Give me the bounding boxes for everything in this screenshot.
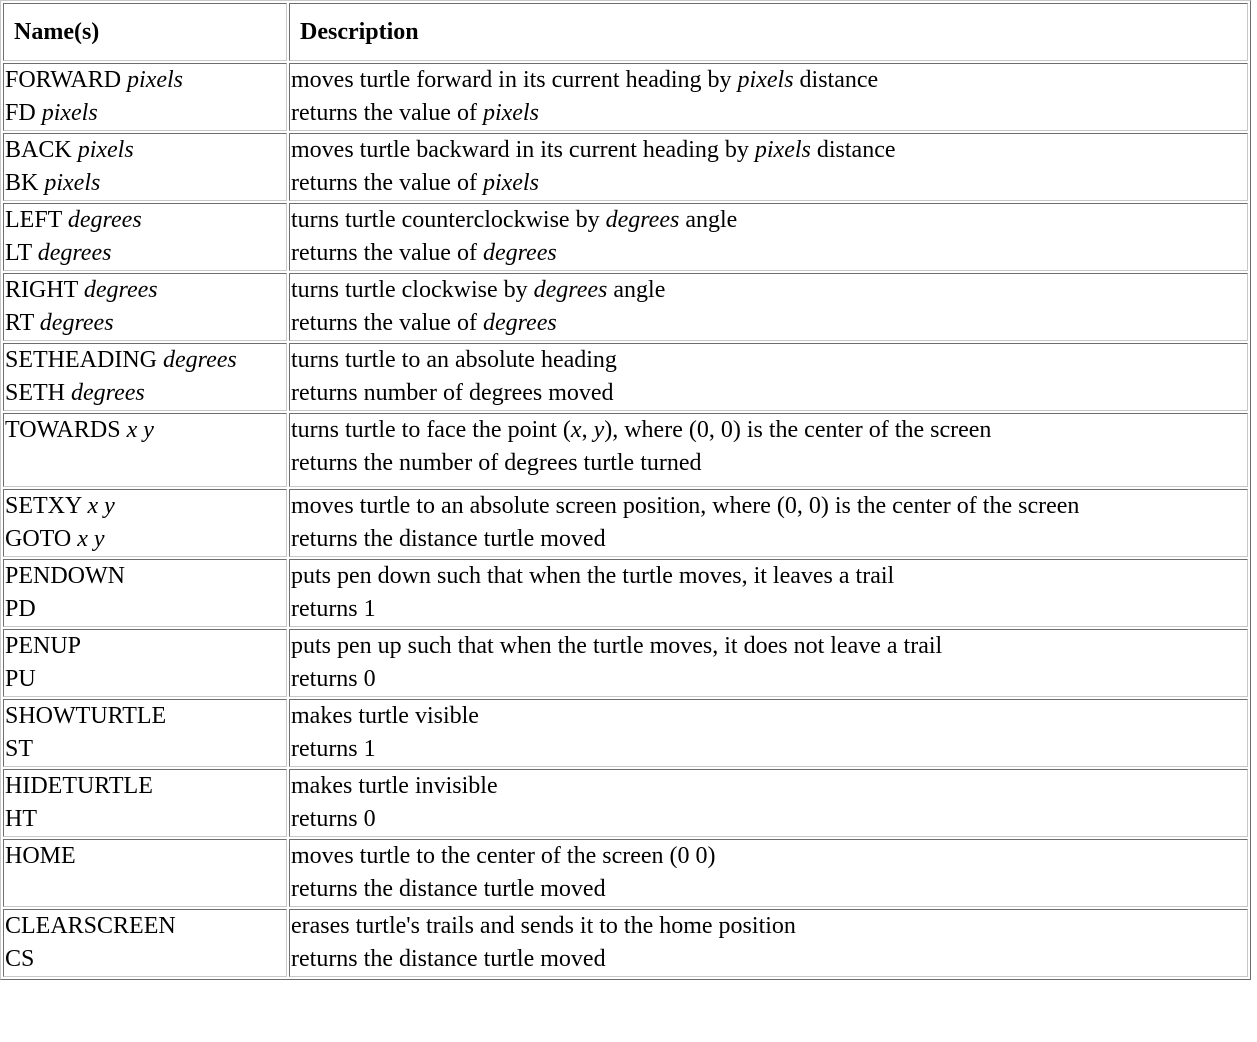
description-cell xyxy=(289,699,1248,767)
command-name: TOWARDS x y xyxy=(5,417,154,443)
description-text: turns turtle clockwise by degrees angle xyxy=(291,277,666,303)
command-name: SHOWTURTLE xyxy=(5,703,167,729)
description-text: puts pen up such that when the turtle moves, it does not leave a trail xyxy=(291,633,943,659)
command-alias: LT degrees xyxy=(5,240,112,266)
return-text: returns 1 xyxy=(291,736,376,762)
names-cell xyxy=(3,133,287,201)
description-cell xyxy=(289,489,1248,557)
command-name: CLEARSCREEN xyxy=(5,913,176,939)
description-text: makes turtle visible xyxy=(291,703,479,729)
description-text: turns turtle to an absolute heading xyxy=(291,347,617,373)
table-row xyxy=(3,699,1248,767)
command-name: LEFT degrees xyxy=(5,207,142,233)
description-cell xyxy=(289,63,1248,131)
names-cell xyxy=(3,839,287,907)
description-cell xyxy=(289,909,1248,977)
command-name: FORWARD pixels xyxy=(5,67,184,93)
header-row xyxy=(3,3,1248,61)
names-cell xyxy=(3,343,287,411)
table-row xyxy=(3,273,1248,341)
command-name: SETHEADING degrees xyxy=(5,347,237,373)
description-text: makes turtle invisible xyxy=(291,773,498,799)
return-text: returns 0 xyxy=(291,666,376,692)
return-text: returns the number of degrees turtle turned xyxy=(291,450,702,476)
table-row xyxy=(3,343,1248,411)
names-cell xyxy=(3,629,287,697)
names-cell xyxy=(3,203,287,271)
return-text: returns the value of pixels xyxy=(291,100,539,126)
description-cell xyxy=(289,769,1248,837)
table-row xyxy=(3,909,1248,977)
table-row xyxy=(3,203,1248,271)
return-text: returns 1 xyxy=(291,596,376,622)
names-cell xyxy=(3,63,287,131)
description-text: moves turtle backward in its current heading by pixels distance xyxy=(291,137,896,163)
description-cell xyxy=(289,343,1248,411)
description-cell xyxy=(289,413,1248,487)
names-cell xyxy=(3,559,287,627)
return-text: returns the value of degrees xyxy=(291,240,557,266)
command-name: SETXY x y xyxy=(5,493,115,519)
command-name: HIDETURTLE xyxy=(5,773,153,799)
return-text: returns the value of degrees xyxy=(291,310,557,336)
command-alias: ST xyxy=(5,736,34,762)
description-column-header: Description xyxy=(289,3,1248,61)
names-cell xyxy=(3,909,287,977)
return-text: returns the value of pixels xyxy=(291,170,539,196)
command-name: HOME xyxy=(5,843,76,869)
description-cell xyxy=(289,629,1248,697)
description-text: puts pen down such that when the turtle moves, it leaves a trail xyxy=(291,563,895,589)
names-cell xyxy=(3,413,287,487)
command-alias: BK pixels xyxy=(5,170,101,196)
description-cell xyxy=(289,273,1248,341)
table-row xyxy=(3,839,1248,907)
names-cell xyxy=(3,769,287,837)
description-text: moves turtle to the center of the screen (0 0) xyxy=(291,843,716,869)
return-text: returns 0 xyxy=(291,806,376,832)
table-row xyxy=(3,559,1248,627)
command-alias: GOTO x y xyxy=(5,526,105,552)
description-text: turns turtle to face the point (x, y), where (0, 0) is the center of the screen xyxy=(291,417,992,443)
table-row xyxy=(3,413,1248,487)
names-cell xyxy=(3,273,287,341)
description-cell xyxy=(289,839,1248,907)
command-alias: FD pixels xyxy=(5,100,98,126)
description-cell xyxy=(289,203,1248,271)
names-cell xyxy=(3,699,287,767)
command-name: RIGHT degrees xyxy=(5,277,158,303)
return-text: returns the distance turtle moved xyxy=(291,876,606,902)
command-alias: PD xyxy=(5,596,36,622)
description-text: turns turtle counterclockwise by degrees angle xyxy=(291,207,738,233)
return-text: returns the distance turtle moved xyxy=(291,526,606,552)
command-alias: RT degrees xyxy=(5,310,114,336)
description-text: moves turtle to an absolute screen position, where (0, 0) is the center of the screen xyxy=(291,493,1080,519)
command-name: PENUP xyxy=(5,633,82,659)
description-cell xyxy=(289,559,1248,627)
return-text: returns the distance turtle moved xyxy=(291,946,606,972)
table-row xyxy=(3,769,1248,837)
description-cell xyxy=(289,133,1248,201)
command-alias: SETH degrees xyxy=(5,380,145,406)
description-text: erases turtle's trails and sends it to the home position xyxy=(291,913,796,939)
names-column-header: Name(s) xyxy=(3,3,287,61)
table-row xyxy=(3,629,1248,697)
return-text: returns number of degrees moved xyxy=(291,380,614,406)
command-alias: HT xyxy=(5,806,37,832)
command-alias: CS xyxy=(5,946,35,972)
command-name: PENDOWN xyxy=(5,563,125,589)
command-alias: PU xyxy=(5,666,36,692)
table-row xyxy=(3,133,1248,201)
command-name: BACK pixels xyxy=(5,137,134,163)
table-row xyxy=(3,489,1248,557)
description-text: moves turtle forward in its current heading by pixels distance xyxy=(291,67,879,93)
table-row xyxy=(3,63,1248,131)
names-cell xyxy=(3,489,287,557)
